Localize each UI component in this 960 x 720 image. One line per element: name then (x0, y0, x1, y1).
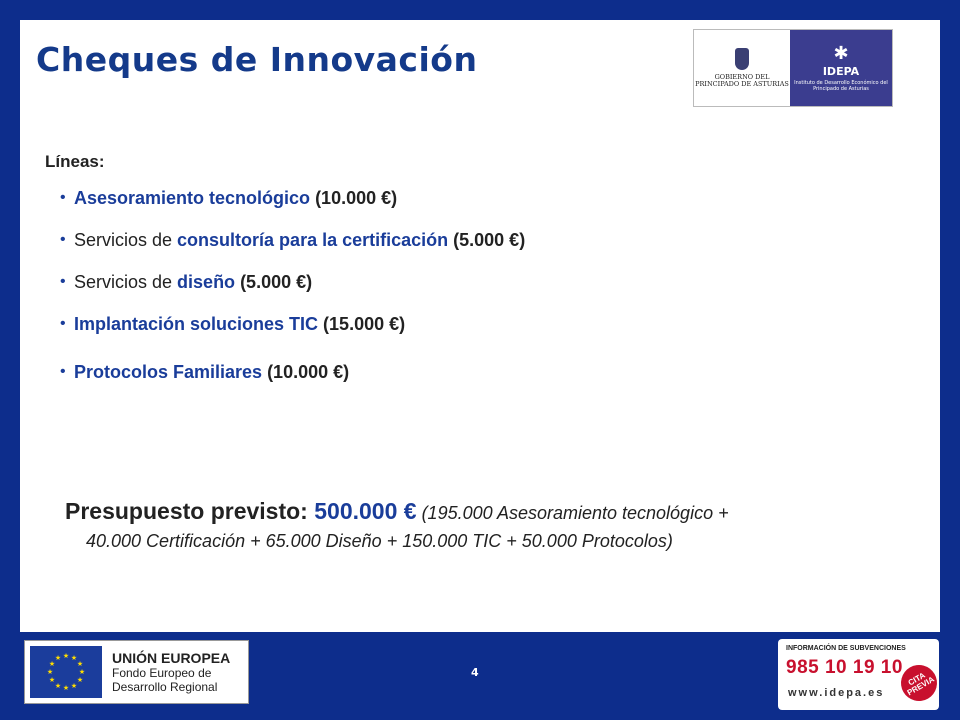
svg-text:★: ★ (46, 668, 54, 676)
info-subvenciones-banner (778, 639, 939, 710)
gobierno-text: GOBIERNO DEL PRINCIPADO DE ASTURIAS (695, 73, 789, 88)
gobierno-asturias-logo (694, 30, 790, 106)
budget-lead: Presupuesto previsto: (65, 498, 315, 524)
svg-text:★: ★ (78, 668, 86, 676)
eu-flag-icon (30, 646, 102, 698)
svg-text:★: ★ (70, 682, 78, 690)
info-title: INFORMACIÓN DE SUBVENCIONES (786, 645, 906, 652)
idepa-subtitle: Instituto de Desarrollo Económico del Principado de Asturias (794, 79, 888, 92)
idepa-mark-icon: ✱ (833, 42, 849, 64)
budget-paragraph (65, 498, 925, 552)
svg-text:★: ★ (70, 654, 78, 662)
lineas-list (45, 185, 525, 401)
eu-title: UNIÓN EUROPEA (112, 650, 231, 666)
svg-text:★: ★ (54, 654, 62, 662)
svg-text:★: ★ (76, 660, 84, 668)
page-number: 4 (471, 666, 479, 679)
info-url: www.idepa.es (788, 687, 885, 699)
content-area (45, 152, 525, 401)
budget-detail-1: (195.000 Asesoramiento tecnológico + (416, 503, 729, 523)
list-item: • Asesoramiento tecnológico (10.000 €) (45, 185, 525, 227)
budget-detail-2: 40.000 Certificación + 65.000 Diseño + 150.000 TIC + 50.000 Protocolos) (86, 531, 673, 551)
list-item: • Protocolos Familiares (10.000 €) (45, 359, 525, 401)
svg-text:★: ★ (76, 676, 84, 684)
eu-line2: Desarrollo Regional (112, 680, 218, 694)
svg-text:★: ★ (62, 652, 70, 660)
crest-icon (735, 48, 749, 70)
gobierno-idepa-logo (693, 29, 893, 107)
eu-feder-logo (24, 640, 249, 704)
svg-text:★: ★ (48, 660, 56, 668)
lineas-label: Líneas: (45, 152, 105, 171)
idepa-name: IDEPA (822, 64, 860, 78)
slide-title: Cheques de Innovación (36, 40, 478, 79)
svg-text:★: ★ (48, 676, 56, 684)
list-item: • Servicios de diseño (5.000 €) (45, 269, 525, 311)
svg-text:★: ★ (54, 682, 62, 690)
info-phone: 985 10 19 10 (786, 657, 903, 678)
list-item: • Implantación soluciones TIC (15.000 €) (45, 311, 525, 353)
svg-text:★: ★ (62, 684, 70, 692)
idepa-logo (790, 30, 892, 106)
eu-line1: Fondo Europeo de (112, 666, 212, 680)
budget-amount: 500.000 € (314, 498, 417, 524)
list-item: • Servicios de consultoría para la certificación (5.000 €) (45, 227, 525, 269)
cita-previa-badge: CITA PREVIA (894, 658, 943, 707)
